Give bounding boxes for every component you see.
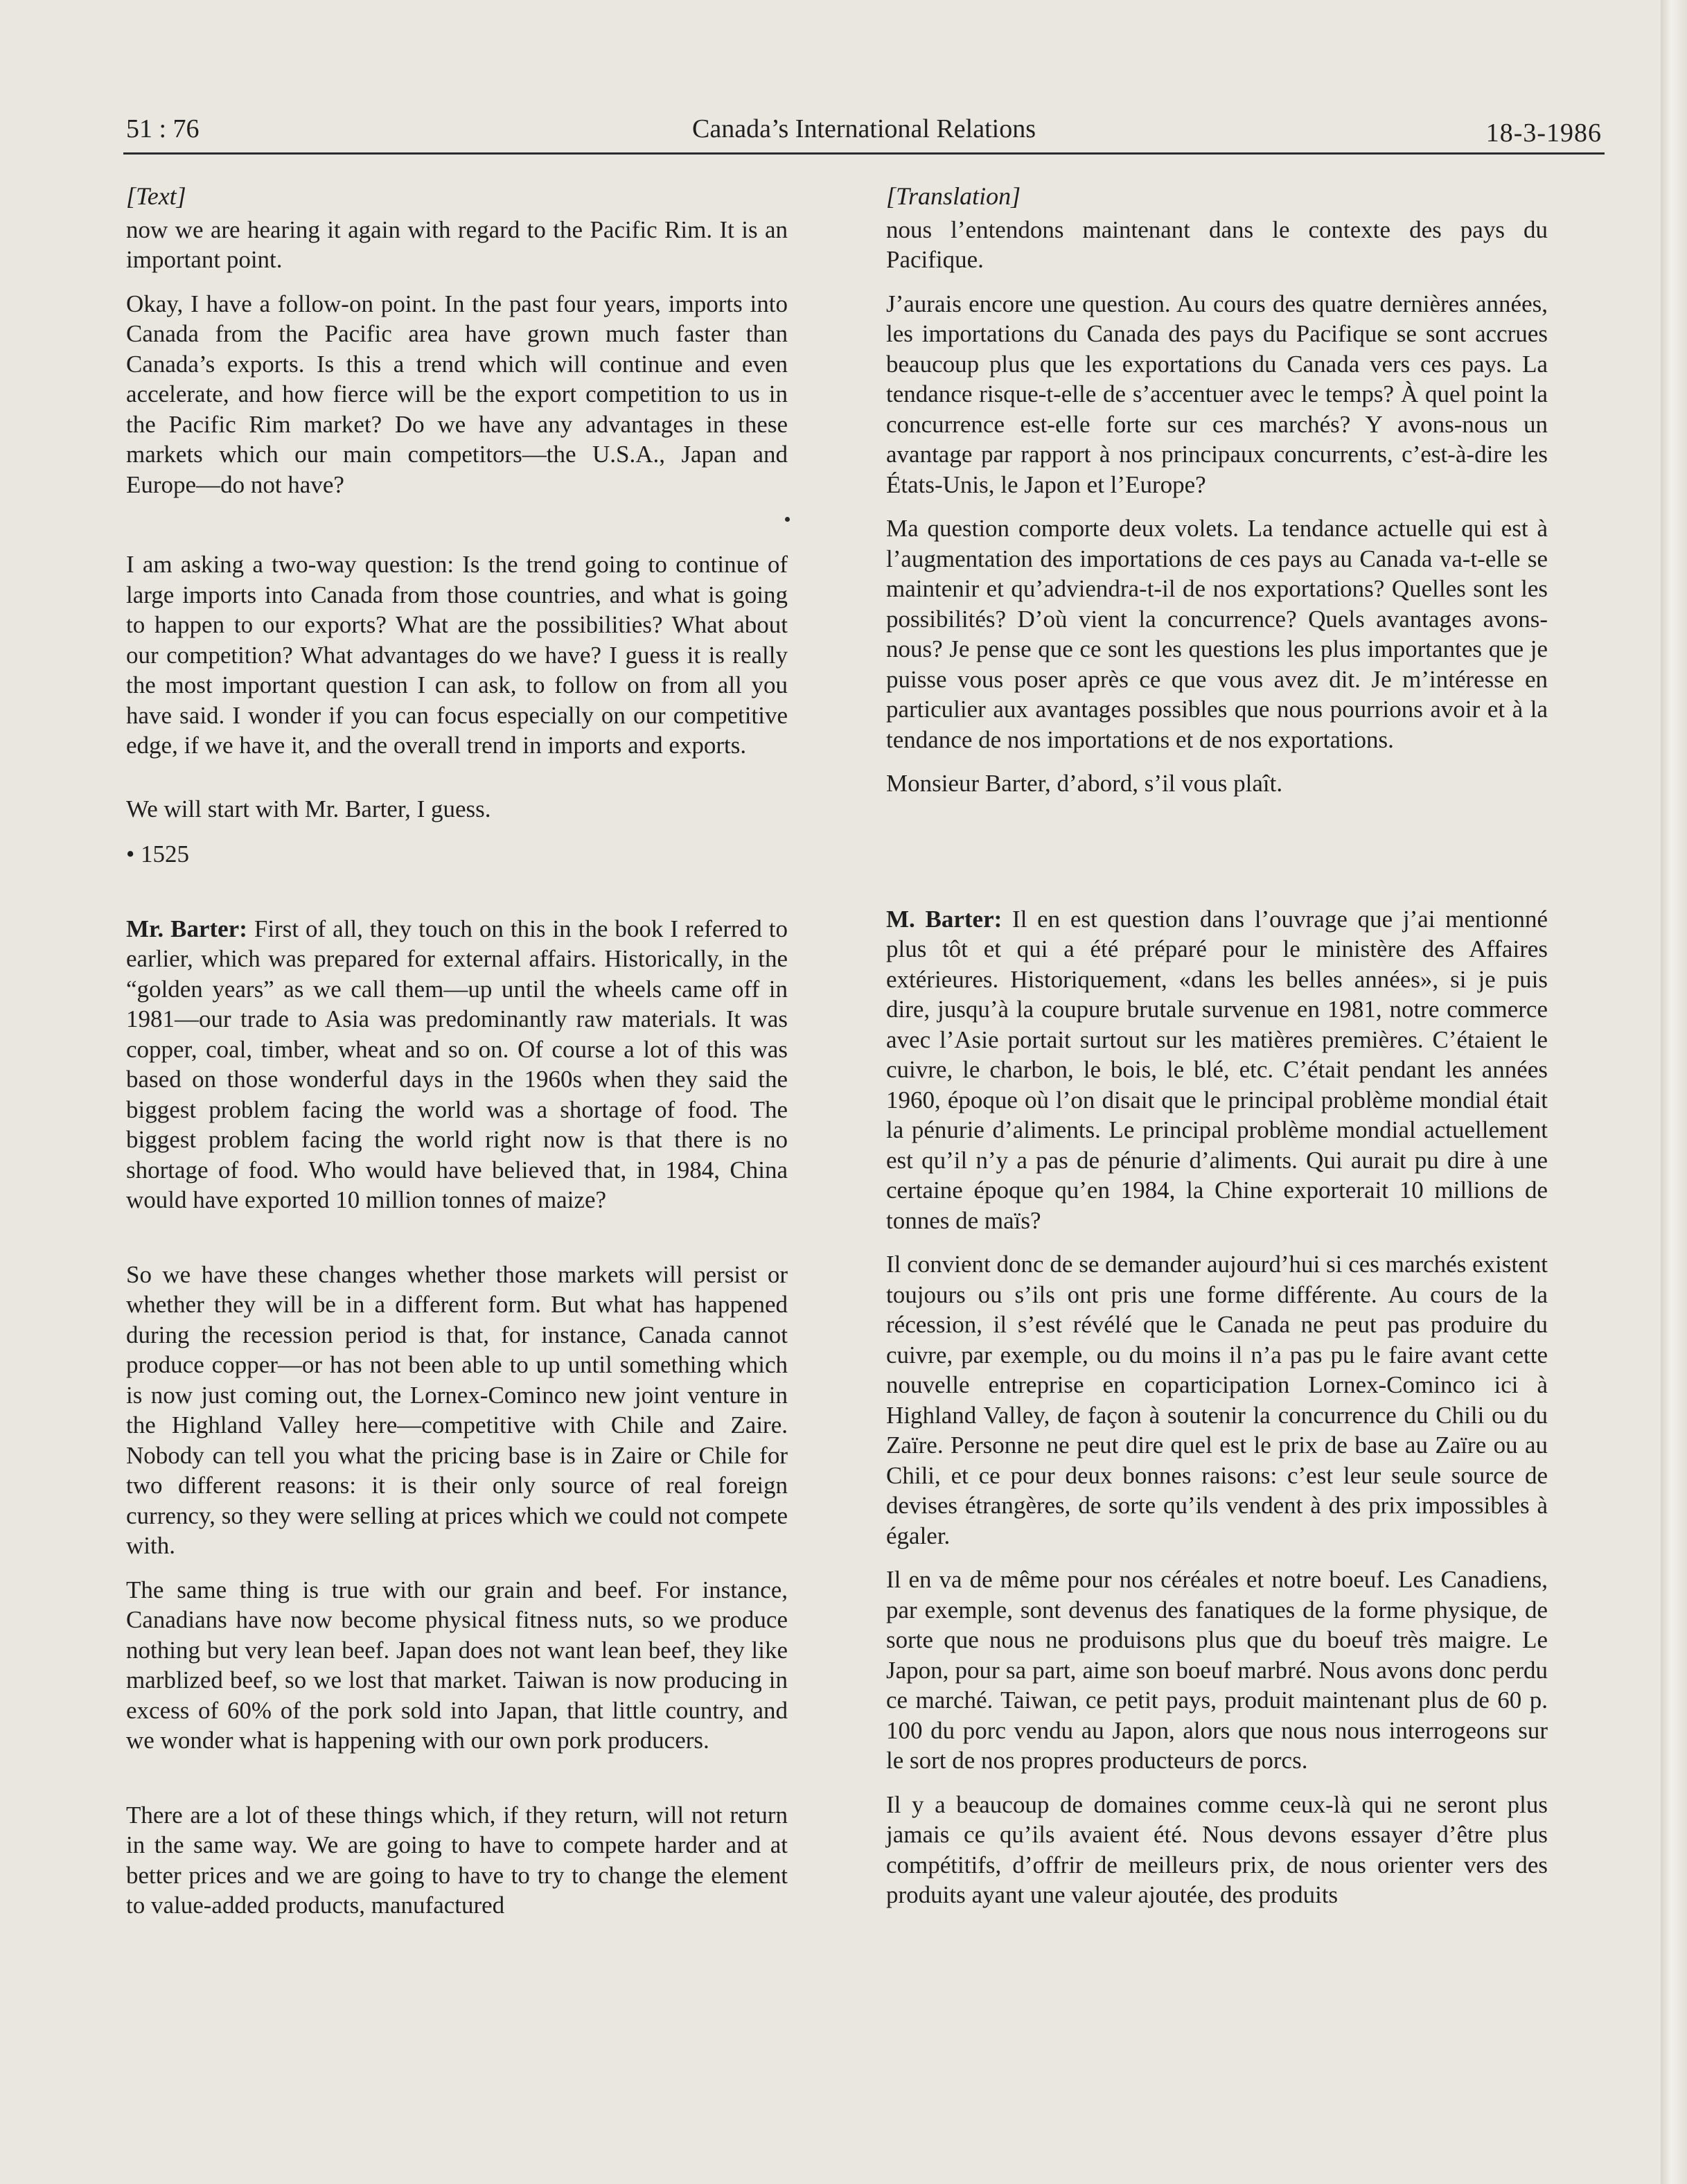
paragraph: Il en va de même pour nos céréales et notre boeuf. Les Canadiens, par exemple, sont devenus des fanatiques de la forme physique, de sorte que nous ne produisons plus que du boeuf très maigre. Le Japon, pour sa part, aime son boeuf marbré. Nous avons donc perdu ce marché. Taiwan, ce petit pays, produit maintenant plus de 60 p. 100 du porc vendu au Japon, alors que nous nous interrogeons sur le sort de nos propres producteurs de porcs. bbox=[886, 1566, 1548, 1774]
paragraph: Il y a beaucoup de domaines comme ceux-là qui ne seront plus jamais ce qu’ils avaient été. Nous devons essayer d’être plus compétitifs, d’offrir de meilleurs prix, de nous orienter vers des produits ayant une valeur ajoutée, des produits bbox=[886, 1790, 1548, 1908]
paragraph: There are a lot of these things which, if they return, will not return in the same way. We are going to have to compete harder and at better prices and we are going to have to try to change the element to value-added products, manufactured bbox=[126, 1801, 788, 1919]
paragraph: J’aurais encore une question. Au cours des quatre dernières années, les importations du Canada des pays du Pacifique se sont accrues beaucoup plus que les exportations du Canada vers ces pays. La tendance risque-t-elle de s’accentuer avec le temps? À quel point la concurrence est-elle forte sur ces marchés? Y avons-nous un avantage par rapport à nos principaux concurrents, c’est-à-dire les États-Unis, le Japon et l’Europe? bbox=[886, 290, 1548, 498]
margin-dot bbox=[785, 517, 790, 522]
page-date: 18-3-1986 bbox=[1485, 118, 1602, 148]
speaker-name: Mr. Barter: bbox=[126, 915, 247, 942]
time-marker: • 1525 bbox=[126, 840, 190, 868]
paragraph: I am asking a two-way question: Is the trend going to continue of large imports into Canada from those countries, and what is going to happen to our exports? What are the possibilities? What about our competition? What advantages do we have? I guess it is really the most important question I can ask, to follow on from all you have said. I wonder if you can focus especially on our competitive edge, if we have it, and the overall trend in imports and exports. bbox=[126, 551, 788, 759]
english-column bbox=[126, 182, 788, 1921]
paragraph: now we are hearing it again with regard to the Pacific Rim. It is an important point. bbox=[126, 215, 788, 273]
text-tag: [Text] bbox=[126, 182, 186, 210]
french-column bbox=[886, 182, 1548, 1910]
paragraph: So we have these changes whether those markets will persist or whether they will be in a different form. But what has happened during the recession period is that, for instance, Canada cannot produce copper—or has not been able to up until something which is now just coming out, the Lornex-Cominco new joint venture in the Highland Valley here—competitive with Chile and Zaire. Nobody can tell you what the pricing base is in Zaire or Chile for two different reasons: it is their only source of real foreign currency, so they were selling at prices which we could not compete with. bbox=[126, 1260, 788, 1559]
page-header bbox=[123, 111, 1605, 155]
paragraph: Okay, I have a follow-on point. In the past four years, imports into Canada from the Pacific area have grown much faster than Canada’s exports. Is this a trend which will continue and even accelerate, and how fierce will be the export competition to us in the Pacific Rim market? Do we have any advantages in these markets which our main competitors—the U.S.A., Japan and Europe—do not have? bbox=[126, 290, 788, 498]
page-number: 51 : 76 bbox=[126, 114, 200, 143]
speaker-name: M. Barter: bbox=[886, 905, 1003, 933]
paragraph: Monsieur Barter, d’abord, s’il vous plaît. bbox=[886, 770, 1283, 797]
speaker-text: Il en est question dans l’ouvrage que j’ai mentionné plus tôt et qui a été préparé pour le ministère des Affaires extérieures. Historiquement, «dans les belles années», si je puis dire, jusqu’à la coupure brutale survenue en 1981, notre commerce avec l’Asie portait surtout sur les matières premières. C’étaient le cuivre, le charbon, le bois, le blé, etc. C’était pendant les années 1960, époque où l’on disait que le principal problème mondial était la pénurie d’aliments. Le principal problème mondial actuellement est qu’il n’y a pas de pénurie d’aliments. Qui aurait pu dire à une certaine époque qu’en 1984, la Chine exporterait 10 millions de tonnes de maïs? bbox=[886, 905, 1548, 1234]
speaker-paragraph bbox=[126, 914, 788, 1215]
paragraph: We will start with Mr. Barter, I guess. bbox=[126, 795, 491, 822]
running-title: Canada’s International Relations bbox=[692, 114, 1036, 143]
translation-tag: [Translation] bbox=[886, 182, 1021, 210]
speaker-text: First of all, they touch on this in the book I referred to earlier, which was prepared for external affairs. Historically, in the “golden years” as we call them—up until the wheels came off in 1981—our trade to Asia was predominantly raw materials. It was copper, coal, timber, wheat and so on. Of course a lot of this was based on those wonderful days in the 1960s when they said the biggest problem facing the world was a shortage of food. The biggest problem facing the world right now is that there is no shortage of food. Who would have believed that, in 1984, China would have exported 10 million tonnes of maize? bbox=[126, 915, 788, 1213]
paragraph: The same thing is true with our grain and beef. For instance, Canadians have now become physical fitness nuts, so we produce nothing but very lean beef. Japan does not want lean beef, they like marblized beef, so we lost that market. Taiwan is now producing in excess of 60% of the pork sold into Japan, that little country, and we wonder what is happening with our own pork producers. bbox=[126, 1576, 788, 1754]
paragraph: Ma question comporte deux volets. La tendance actuelle qui est à l’augmentation des importations de ces pays au Canada va-t-elle se maintenir et qu’adviendra-t-il de nos exportations? Quelles sont les possibilités? D’où vient la concurrence? Quels avantages avons-nous? Je pense que ce sont les questions les plus importantes que je puisse vous poser après ce que vous avez dit. Je m’intéresse en particulier aux avantages possibles que nous pourrions avoir et à la tendance de nos importations et de nos exportations. bbox=[886, 515, 1548, 753]
paragraph: nous l’entendons maintenant dans le contexte des pays du Pacifique. bbox=[886, 215, 1548, 273]
speaker-paragraph bbox=[886, 904, 1548, 1236]
page-edge bbox=[1661, 0, 1687, 2184]
paragraph: Il convient donc de se demander aujourd’hui si ces marchés existent toujours ou s’ils ont pris une forme différente. Au cours de la récession, il s’est révélé que le Canada ne peut pas produire du cuivre, par exemple, ou du moins il n’a pas pu le faire avant cette nouvelle entreprise en coparticipation Lornex-Cominco ici à Highland Valley, de façon à soutenir la concurrence du Chili ou du Zaïre. Personne ne peut dire quel est le prix de base au Zaïre ou au Chili, et ce pour deux bonnes raisons: c’est leur seule source de devises étrangères, de sorte qu’ils vendent à des prix impossibles à égaler. bbox=[886, 1251, 1548, 1549]
